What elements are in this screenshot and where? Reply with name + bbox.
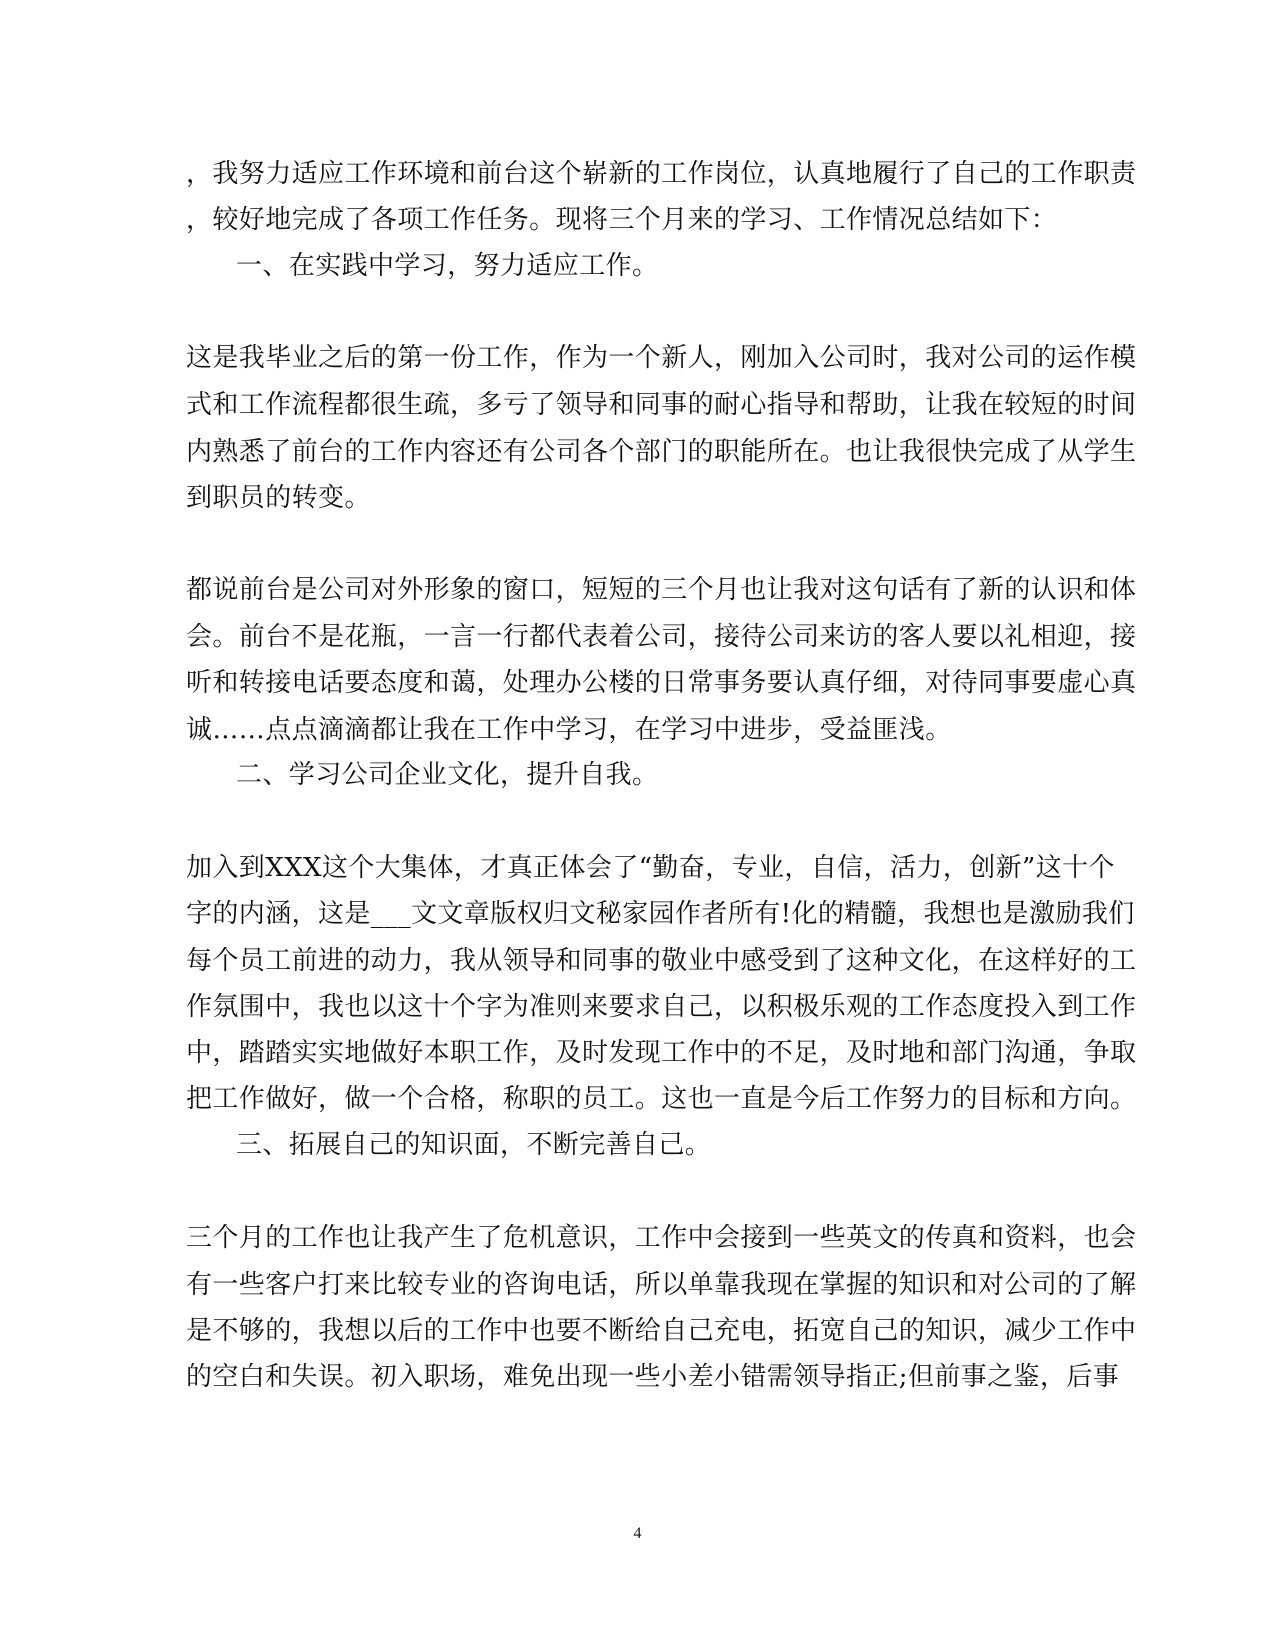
text-line: 有一些客户打来比较专业的咨询电话，所以单靠我现在掌握的知识和对公司的了解 [186,1270,1137,1300]
text-line: 听和转接电话要态度和蔼，处理办公楼的日常事务要认真仔细，对待同事要虚心真 [186,668,1137,698]
page-number: 4 [633,1525,642,1542]
text-line: 中，踏踏实实地做好本职工作，及时发现工作中的不足，及时地和部门沟通，争取 [186,1038,1137,1068]
text-line: 是不够的，我想以后的工作中也要不断给自己充电，拓宽自己的知识，减少工作中 [186,1316,1137,1346]
text-line: 三个月的工作也让我产生了危机意识，工作中会接到一些英文的传真和资料，也会 [186,1223,1137,1253]
text-line: 都说前台是公司对外形象的窗口，短短的三个月也让我对这句话有了新的认识和体 [186,575,1137,605]
text-line: 字的内涵，这是___文文章版权归文秘家园作者所有!化的精髓，我想也是激励我们 [186,899,1135,929]
section-heading: 二、学习公司企业文化，提升自我。 [236,760,659,790]
text-line: 加入到XXX这个大集体，才真正体会了“勤奋，专业，自信，活力，创新”这十个 [186,853,1115,883]
text-line: 到职员的转变。 [186,483,371,513]
text-line: 把工作做好，做一个合格，称职的员工。这也一直是今后工作努力的目标和方向。 [186,1084,1137,1114]
text-line: 式和工作流程都很生疏，多亏了领导和同事的耐心指导和帮助，让我在较短的时间 [186,390,1137,420]
text-line: 这是我毕业之后的第一份工作，作为一个新人，刚加入公司时，我对公司的运作模 [186,343,1137,373]
text-line: ，较好地完成了各项工作任务。现将三个月来的学习、工作情况总结如下： [186,205,1058,235]
text-line: 的空白和失误。初入职场，难免出现一些小差小错需领导指正;但前事之鉴，后事 [186,1362,1120,1392]
text-line: 作氛围中，我也以这十个字为准则来要求自己，以积极乐观的工作态度投入到工作 [186,992,1137,1022]
text-line: ，我努力适应工作环境和前台这个崭新的工作岗位，认真地履行了自己的工作职责 [186,159,1137,189]
text-line: 内熟悉了前台的工作内容还有公司各个部门的职能所在。也让我很快完成了从学生 [186,437,1137,467]
section-heading: 三、拓展自己的知识面，不断完善自己。 [236,1130,712,1160]
section-heading: 一、在实践中学习，努力适应工作。 [236,251,659,281]
text-line: 诚……点点滴滴都让我在工作中学习，在学习中进步，受益匪浅。 [186,715,952,745]
text-line: 每个员工前进的动力，我从领导和同事的敬业中感受到了这种文化，在这样好的工 [186,946,1137,976]
text-line: 会。前台不是花瓶，一言一行都代表着公司，接待公司来访的客人要以礼相迎，接 [186,622,1137,652]
